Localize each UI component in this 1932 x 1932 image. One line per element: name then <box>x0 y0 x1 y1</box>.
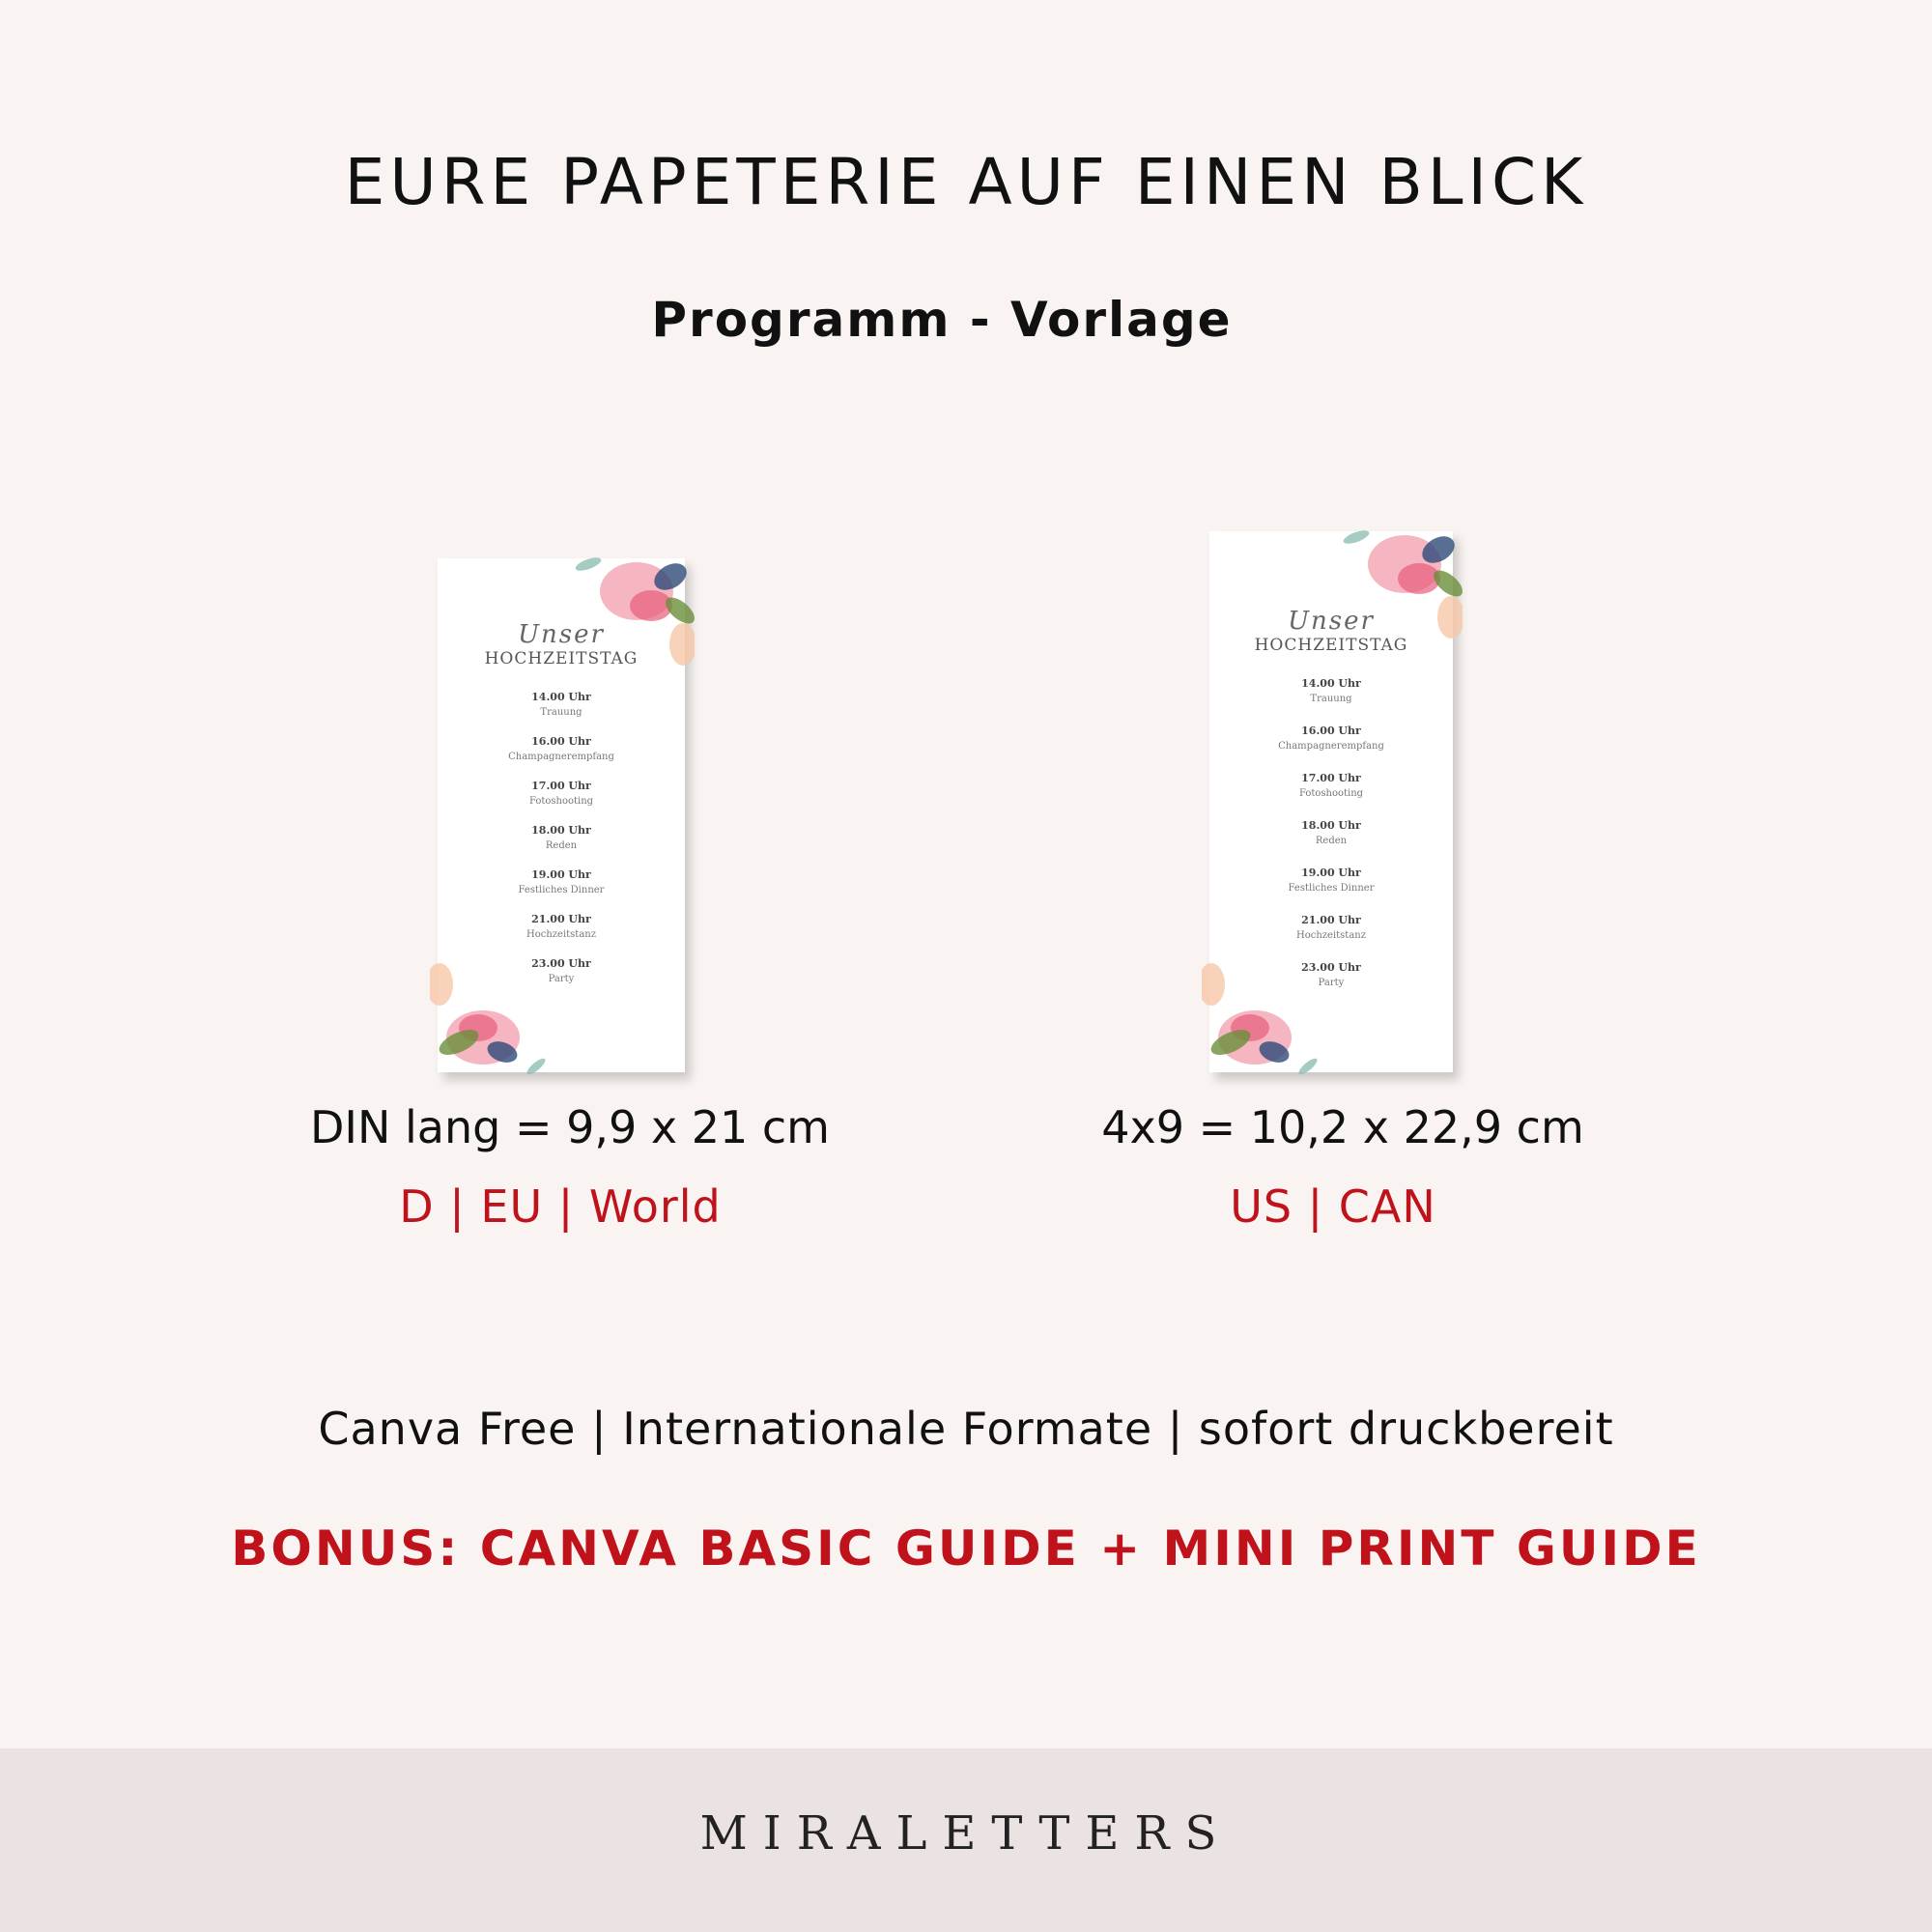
format-size-din-lang: DIN lang = 9,9 x 21 cm <box>309 1101 830 1153</box>
program-item: 23.00 Uhr Party <box>1301 961 1361 988</box>
floral-corner-top-right-icon <box>1327 526 1463 641</box>
program-item: 21.00 Uhr Hochzeitstanz <box>1295 914 1366 941</box>
card-script-title: Unser <box>1288 607 1375 636</box>
page-title: EURE PAPETERIE AUF EINEN BLICK <box>344 145 1588 219</box>
floral-corner-bottom-left-icon <box>1202 960 1337 1076</box>
bonus-line: BONUS: CANVA BASIC GUIDE + MINI PRINT GUIDE <box>231 1520 1701 1577</box>
card-heading: HOCHZEITSTAG <box>484 649 639 668</box>
floral-corner-top-right-icon <box>559 553 695 668</box>
card-heading: HOCHZEITSTAG <box>1254 636 1408 655</box>
program-item: 18.00 Uhr Reden <box>1301 819 1361 846</box>
feature-line: Canva Free | Internationale Formate | sofort druckbereit <box>318 1403 1614 1455</box>
program-card-4x9 <box>1209 531 1453 1072</box>
program-item: 16.00 Uhr Champagnerempfang <box>508 735 614 762</box>
floral-corner-bottom-left-icon <box>430 960 565 1076</box>
format-regions-4x9: US | CAN <box>1230 1180 1436 1233</box>
program-item: 14.00 Uhr Trauung <box>531 691 591 718</box>
program-item: 19.00 Uhr Festliches Dinner <box>1288 867 1375 894</box>
program-item: 16.00 Uhr Champagnerempfang <box>1278 724 1384 752</box>
program-item: 19.00 Uhr Festliches Dinner <box>518 868 605 895</box>
format-size-4x9: 4x9 = 10,2 x 22,9 cm <box>1101 1101 1584 1153</box>
program-item: 23.00 Uhr Party <box>531 957 591 984</box>
card-script-title: Unser <box>518 620 605 649</box>
program-item: 17.00 Uhr Fotoshooting <box>1298 772 1364 799</box>
program-item: 18.00 Uhr Reden <box>531 824 591 851</box>
program-item: 17.00 Uhr Fotoshooting <box>528 780 594 807</box>
page-subtitle: Programm - Vorlage <box>651 292 1233 348</box>
program-item: 21.00 Uhr Hochzeitstanz <box>526 913 596 940</box>
brand-logo: MIRALETTERS <box>699 1806 1233 1861</box>
format-regions-din-lang: D | EU | World <box>399 1180 722 1233</box>
program-item: 14.00 Uhr Trauung <box>1301 677 1361 704</box>
program-card-din-lang <box>438 558 685 1072</box>
